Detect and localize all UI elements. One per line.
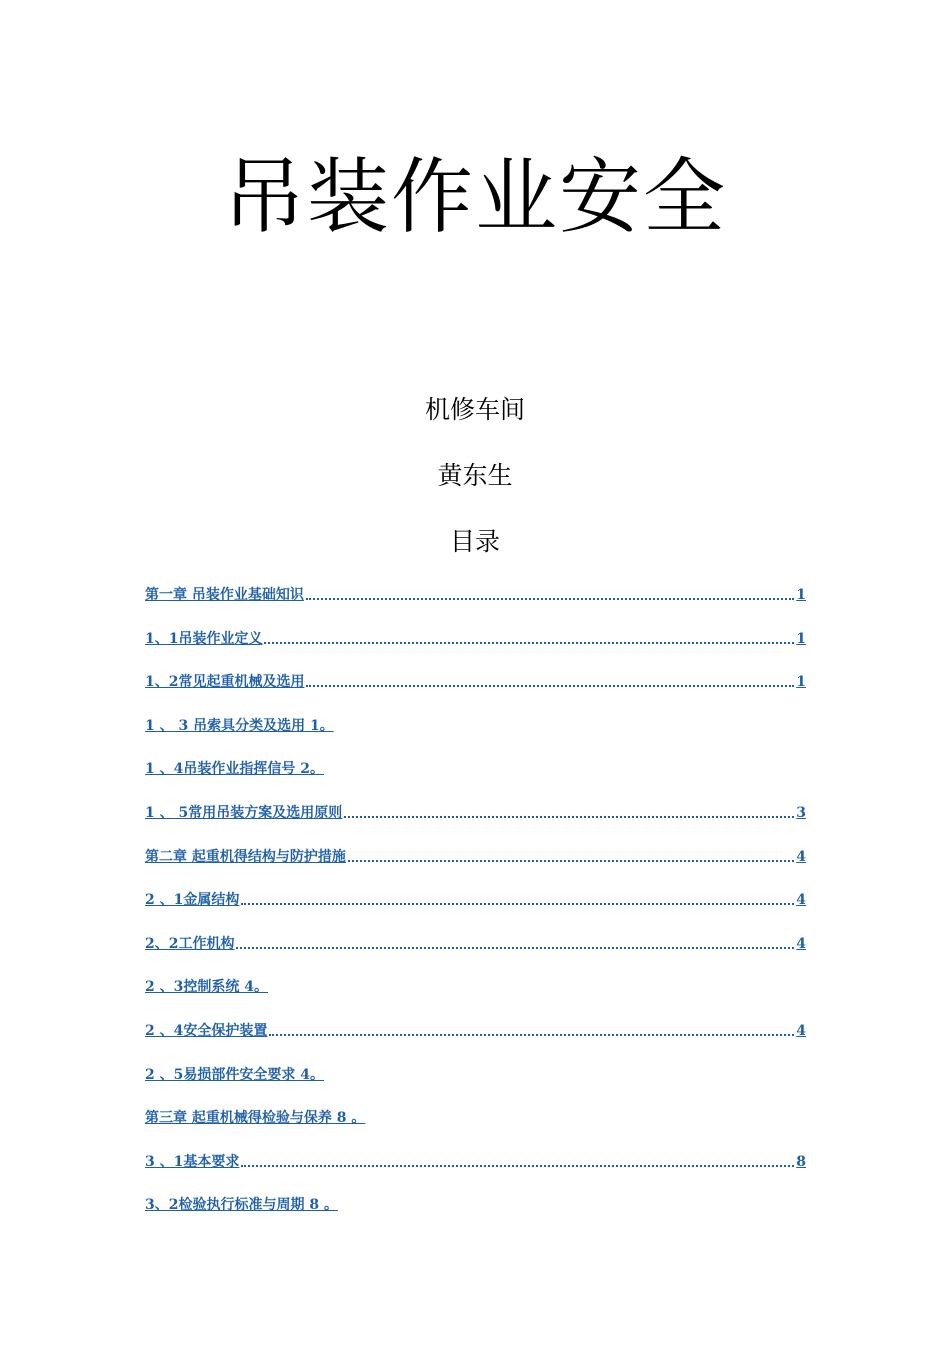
toc-entry-1-3[interactable]	[145, 715, 806, 759]
toc-entry-label: 2 、4安全保护装置	[145, 1022, 268, 1039]
toc-entry-label: 1 、4吊装作业指挥信号 2。	[145, 761, 324, 778]
toc-page-number: 1	[796, 630, 806, 647]
toc-entry-2-5[interactable]	[145, 1064, 806, 1108]
author-name: 黄东生	[437, 461, 513, 490]
toc-page-number: 4	[796, 935, 806, 952]
toc-entry-label: 3、2检验执行标准与周期 8 。	[145, 1197, 338, 1214]
toc-page-number: 1	[796, 674, 806, 691]
toc-page-number: 4	[796, 1022, 806, 1039]
toc-entry-label: 第三章 起重机械得检验与保养 8 。	[145, 1110, 366, 1127]
toc-page-number: 4	[796, 892, 806, 909]
toc-entry-label: 1 、 5常用吊装方案及选用原则	[145, 804, 343, 821]
table-of-contents	[145, 584, 806, 1238]
toc-entry-label: 1 、 3 吊索具分类及选用 1。	[145, 717, 334, 734]
toc-entry-2-1[interactable]	[145, 889, 806, 933]
department-name: 机修车间	[424, 395, 525, 424]
toc-dot-leader	[306, 671, 794, 687]
toc-dot-leader	[241, 1151, 794, 1167]
toc-entry-3-2[interactable]	[145, 1194, 806, 1238]
toc-dot-leader	[264, 628, 794, 644]
toc-dot-leader	[236, 933, 794, 949]
toc-page-number: 1	[796, 587, 806, 603]
toc-dot-leader	[344, 802, 794, 818]
toc-entry-ch2[interactable]	[145, 846, 806, 890]
toc-page-number: 8	[796, 1153, 806, 1170]
toc-entry-label: 3 、1基本要求	[145, 1153, 240, 1170]
toc-entry-label: 1、1吊装作业定义	[145, 630, 263, 647]
toc-entry-ch1[interactable]	[145, 584, 806, 628]
toc-entry-label: 第一章 吊装作业基础知识	[145, 587, 304, 603]
toc-entry-2-4[interactable]	[145, 1020, 806, 1064]
toc-entry-1-5[interactable]	[145, 802, 806, 846]
toc-dot-leader	[269, 1020, 794, 1036]
toc-entry-ch3[interactable]	[145, 1107, 806, 1151]
toc-entry-1-1[interactable]	[145, 628, 806, 672]
toc-entry-2-2[interactable]	[145, 933, 806, 977]
toc-heading: 目录	[449, 527, 500, 556]
toc-entry-3-1[interactable]	[145, 1151, 806, 1195]
toc-page-number: 4	[796, 848, 806, 865]
toc-entry-label: 2 、5易损部件安全要求 4。	[145, 1066, 324, 1083]
toc-dot-leader	[348, 846, 794, 862]
toc-entry-label: 2、2工作机构	[145, 935, 235, 952]
toc-entry-label: 2 、1金属结构	[145, 892, 240, 909]
toc-entry-label: 第二章 起重机得结构与防护措施	[145, 848, 346, 865]
toc-entry-1-4[interactable]	[145, 758, 806, 802]
toc-entry-1-2[interactable]	[145, 671, 806, 715]
toc-page-number: 3	[796, 804, 806, 821]
toc-entry-label: 1、2常见起重机械及选用	[145, 674, 305, 691]
document-title: 吊装作业安全	[222, 150, 727, 245]
toc-dot-leader	[241, 889, 794, 905]
toc-entry-2-3[interactable]	[145, 976, 806, 1020]
toc-dot-leader	[306, 584, 794, 600]
toc-entry-label: 2 、3控制系统 4。	[145, 979, 268, 996]
